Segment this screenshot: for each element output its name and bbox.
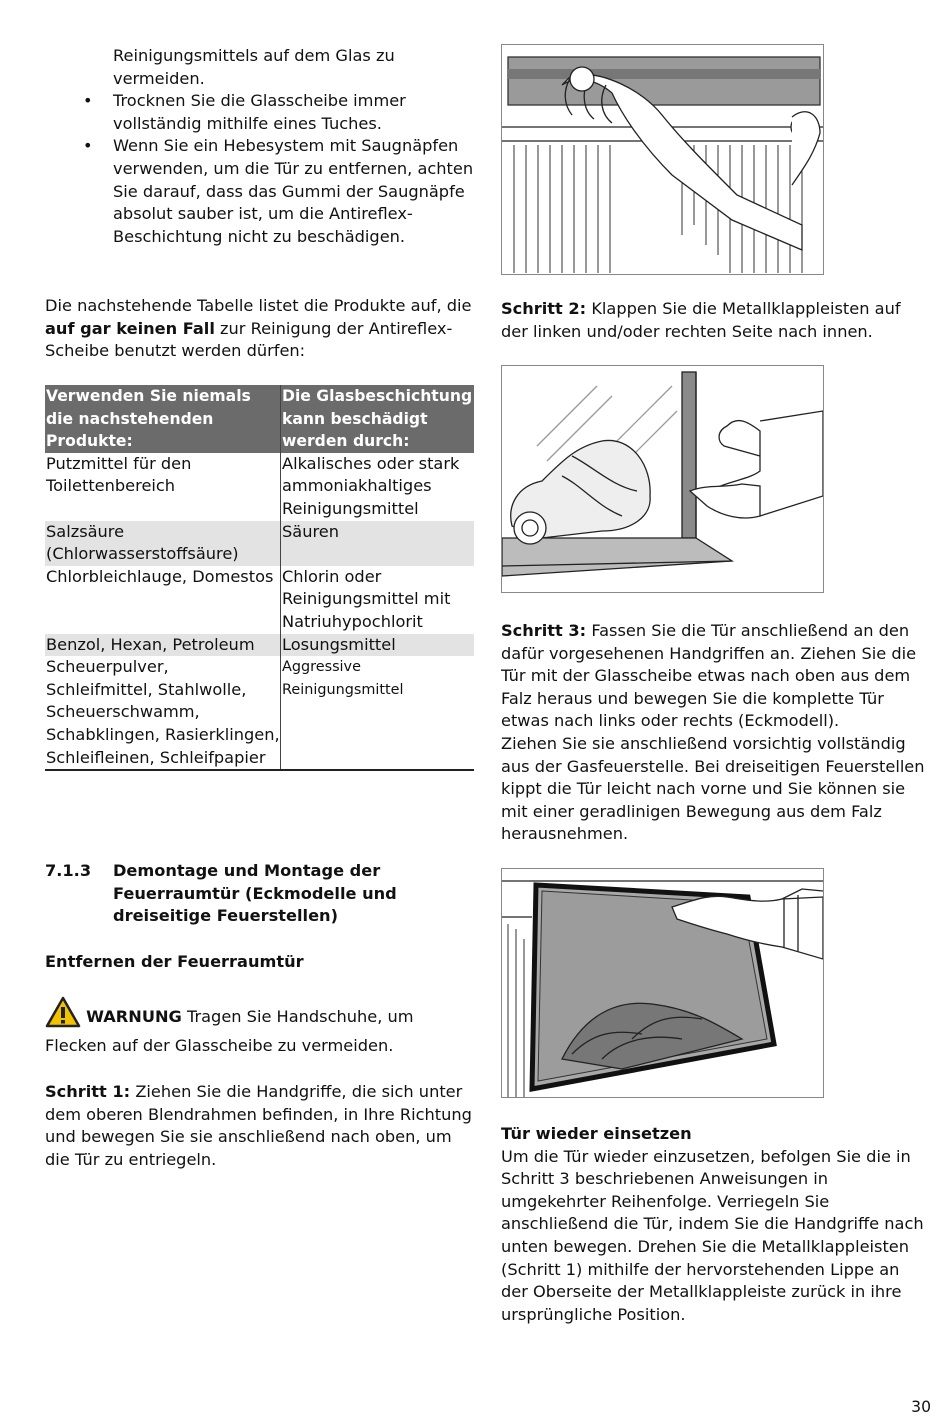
sub-heading: Entfernen der Feuerraumtür [45, 952, 304, 971]
step1-paragraph [45, 1081, 475, 1171]
table-row [45, 656, 474, 770]
table-cell: Putzmittel für den Toilettenbereich [45, 453, 281, 521]
section-number: 7.1.3 [45, 861, 92, 880]
reinsert-block [501, 1123, 931, 1326]
step3-text: Fassen Sie die Tür anschließend an den dafür vorgesehenen Handgriffen an. Ziehen Sie die Tür mit der Glasscheibe etwas nach oben aus dem Falz heraus und bewegen Sie die komplette Tür etwas nach links oder rechts (Eckmodell). [501, 621, 917, 731]
bullet-list [45, 90, 475, 248]
cleaning-products-table [45, 385, 474, 771]
bullet-symbol: • [83, 91, 93, 111]
intro-text-end: zur Reinigung der Antireflex-Scheibe benutzt werden dürfen: [45, 318, 453, 361]
step3-block [501, 620, 931, 846]
warning-text: Tragen Sie Handschuhe, um Flecken auf der Glasscheibe zu vermeiden. [45, 1007, 414, 1055]
page-number: 30 [911, 1398, 931, 1416]
table-cell: Säuren [281, 521, 475, 566]
table-cell: Salzsäure (Chlorwasserstoffsäure) [45, 521, 281, 566]
bullet-list-block [45, 45, 475, 248]
bullet-continuation: Reinigungsmittels auf dem Glas zu vermeiden. [113, 46, 395, 88]
warning-triangle-icon [45, 996, 81, 1035]
table-intro [45, 295, 475, 363]
reinsert-text: Um die Tür wieder einzusetzen, befolgen Sie die in Schritt 3 beschriebenen Anweisungen in umgekehrter Reihenfolge. Verriegeln Sie anschließend die Tür, indem Sie die Handgriffe nach unten bewegen. Drehen Sie die Metallklappleisten (Schritt 1) mithilfe der hervorstehenden Lippe an der Oberseite der Metallklappleiste zurück in ihre ursprüngliche Position. [501, 1146, 924, 1324]
table-row [45, 566, 474, 634]
step3-paragraph [501, 620, 931, 733]
warning-block [45, 996, 475, 1057]
list-item [45, 90, 475, 135]
step2-label: Schritt 2: [501, 299, 587, 318]
table-cell: Chlorbleichlauge, Domestos [45, 566, 281, 634]
step1-illustration [501, 44, 824, 275]
bullet-text: Wenn Sie ein Hebesystem mit Saugnäpfen verwenden, um die Tür zu entfernen, achten Sie darauf, dass das Gummi der Saugnäpfe absolut sauber ist, um die Antireflex- Beschichtung nicht zu beschädigen. [113, 136, 474, 246]
intro-text: Die nachstehende Tabelle listet die Produkte auf, die [45, 296, 472, 315]
bullet-text: Trocknen Sie die Glasscheibe immer vollständig mithilfe eines Tuches. [113, 91, 406, 133]
table-header: Verwenden Sie niemals die nachstehenden Produkte: [45, 385, 281, 453]
section-heading [45, 860, 475, 928]
list-item [45, 135, 475, 248]
step2-text: Klappen Sie die Metallklappleisten auf der linken und/oder rechten Seite nach innen. [501, 299, 901, 341]
table-row [45, 521, 474, 566]
reinsert-heading: Tür wieder einsetzen [501, 1124, 692, 1143]
table-cell: Scheuerpulver, Schleifmittel, Stahlwolle, Scheuerschwamm, Schabklingen, Rasierklingen, Schleifleinen, Schleifpapier [45, 656, 281, 770]
step2-illustration [501, 365, 824, 593]
table-cell: Aggressive Reinigungsmittel [281, 656, 475, 770]
step1-text: Ziehen Sie die Handgriffe, die sich unter dem oberen Blendrahmen befinden, in Ihre Richtung und bewegen Sie sie anschließend nach oben, um die Tür zu entriegeln. [45, 1082, 472, 1169]
step3-illustration [501, 868, 824, 1098]
table-header: Die Glasbeschichtung kann beschädigt werden durch: [281, 385, 475, 453]
step1-label: Schritt 1: [45, 1082, 131, 1101]
warning-label: WARNUNG [86, 1007, 182, 1026]
step3-label: Schritt 3: [501, 621, 587, 640]
intro-bold: auf gar keinen Fall [45, 318, 215, 338]
step3-paragraph-2: Ziehen Sie sie anschließend vorsichtig vollständig aus der Gasfeuerstelle. Bei dreiseitigen Feuerstellen kippt die Tür leicht nach vorne und Sie können sie mit einer geradlinigen Bewegung aus dem Falz herausnehmen. [501, 733, 925, 844]
table-cell: Alkalisches oder stark ammoniakhaltiges Reinigungsmittel [282, 453, 460, 518]
table-row [45, 453, 474, 521]
section-title: Demontage und Montage der Feuerraumtür (Eckmodelle und dreiseitige Feuerstellen) [113, 861, 397, 926]
table-cell: Losungsmittel [281, 634, 475, 657]
table-cell: Benzol, Hexan, Petroleum [45, 634, 281, 657]
table-cell: Chlorin oder Reinigungsmittel mit Natriuhypochlorit [282, 566, 451, 631]
table-row [45, 634, 474, 657]
bullet-symbol: • [83, 136, 93, 156]
table-header-row [45, 385, 474, 453]
step2-paragraph [501, 298, 931, 343]
